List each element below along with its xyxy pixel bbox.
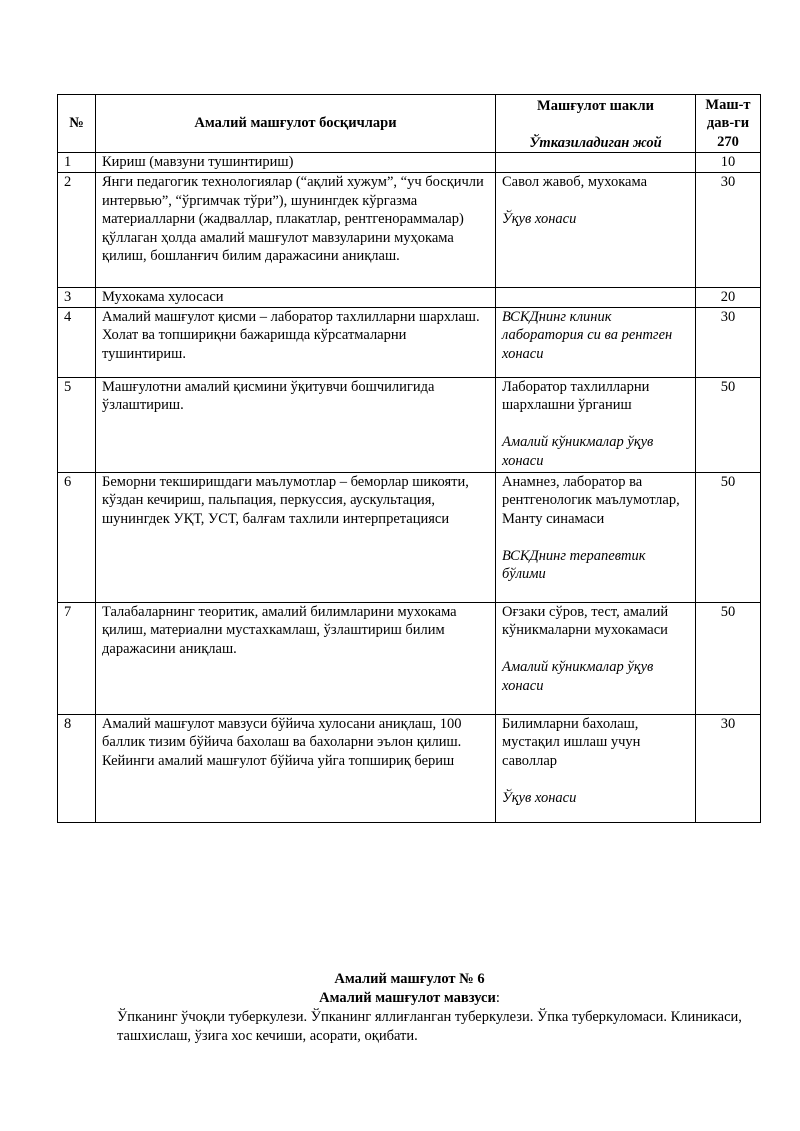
row-form (496, 472, 696, 602)
row-duration: 10 (696, 153, 761, 173)
row-number: 2 (58, 173, 96, 288)
header-duration-total: 270 (717, 133, 739, 150)
header-duration-line2: дав-ги (706, 115, 750, 132)
header-duration-line1: Маш-т (705, 96, 751, 113)
row-duration: 20 (696, 288, 761, 308)
row-form (496, 288, 696, 308)
row-form-text: Билимларни бахолаш, мустақил ишлаш учун саволлар (502, 715, 641, 769)
row-form-text: Лаборатор тахлилларни шархлашни ўрганиш (502, 378, 650, 413)
row-stage: Амалий машғулот қисми – лаборатор тахлилларни шархлаш. Холат ва топшириқни бажаришда кўрсатмаларни тушинтириш. (96, 307, 496, 377)
row-location: Ўқув хонаси (502, 789, 577, 806)
row-stage: Янги педагогик технологиялар (“ақлий хужум”, “уч босқичли интервью”, “ўргимчак тўри”), шунингдек кўргазма материалларни (жадваллар, плакатлар, рентгенораммалар) қўллаган ҳолда амалий машғулот мавзуларини муҳокама қилиш, бошланғич билим даражасини аниқлаш. (96, 173, 496, 288)
row-form (496, 307, 696, 377)
header-duration (696, 95, 761, 153)
row-stage: Машғулотни амалий қисмини ўқитувчи бошчилигида ўзлаштириш. (96, 377, 496, 472)
row-duration: 30 (696, 173, 761, 288)
row-location: ВСКДнинг клиник лаборатория си ва рентген хонаси (502, 308, 673, 362)
table-row (58, 153, 761, 173)
row-duration: 30 (696, 307, 761, 377)
row-stage: Кириш (мавзуни тушинтириш) (96, 153, 496, 173)
table-header-row (58, 95, 761, 153)
row-duration: 50 (696, 377, 761, 472)
row-stage: Амалий машғулот мавзуси бўйича хулосани аниқлаш, 100 баллик тизим бўйича бахолаш ва бахоларни эълон қилиш. Кейинги амалий машғулот бўйича уйга топшириқ бериш (96, 714, 496, 822)
row-number: 7 (58, 602, 96, 714)
row-form (496, 377, 696, 472)
row-form-text: Анамнез, лаборатор ва рентгенологик маълумотлар, Манту синамаси (502, 473, 680, 527)
row-form (496, 153, 696, 173)
table-row (58, 472, 761, 602)
row-number: 8 (58, 714, 96, 822)
table-row (58, 173, 761, 288)
header-form-location (496, 95, 696, 153)
header-number: № (58, 95, 96, 153)
row-location: Амалий кўникмалар ўқув хонаси (502, 659, 654, 694)
row-form (496, 173, 696, 288)
table-row (58, 288, 761, 308)
row-duration: 30 (696, 714, 761, 822)
row-stage: Талабаларнинг теоритик, амалий билимларини мухокама қилиш, материални мустахкамлаш, ўзлаштириш билим даражасини аниқлаш. (96, 602, 496, 714)
row-location: Ўқув хонаси (502, 211, 577, 227)
row-location: Амалий кўникмалар ўқув хонаси (502, 434, 654, 469)
row-number: 4 (58, 307, 96, 377)
lesson-topic-label: Амалий машғулот мавзуси (319, 990, 496, 1006)
row-form (496, 714, 696, 822)
lesson-footer (117, 970, 757, 1046)
row-stage: Мухокама хулосаси (96, 288, 496, 308)
row-number: 6 (58, 472, 96, 602)
table-row (58, 602, 761, 714)
lesson-plan-table (57, 94, 761, 823)
row-duration: 50 (696, 472, 761, 602)
header-stages: Амалий машғулот босқичлари (96, 95, 496, 153)
row-form-text: Оғзаки сўров, тест, амалий кўникмаларни мухокамаси (502, 603, 669, 638)
lesson-number-title: Амалий машғулот № 6 (334, 971, 485, 987)
lesson-topic-heading (62, 989, 757, 1008)
lesson-topic-colon: : (495, 990, 500, 1006)
header-form: Машғулот шакли (537, 98, 654, 114)
row-location: ВСКДнинг терапевтик бўлими (502, 547, 646, 582)
table-row (58, 377, 761, 472)
table-row (58, 307, 761, 377)
lesson-topic-text: Ўпканинг ўчоқли туберкулези. Ўпканинг яллиғланган туберкулези. Ўпка туберкуломаси. Клиникаси, ташхислаш, ўзига хос кечиши, асорати, оқибати. (117, 1009, 742, 1044)
row-form-text: Савол жавоб, мухокама (502, 174, 647, 190)
row-number: 5 (58, 377, 96, 472)
row-duration: 50 (696, 602, 761, 714)
table-row (58, 714, 761, 822)
row-number: 1 (58, 153, 96, 173)
row-number: 3 (58, 288, 96, 308)
header-location: Ўтказиладиган жой (529, 134, 662, 151)
row-stage: Беморни текширишдаги маълумотлар – беморлар шикояти, кўздан кечириш, пальпация, перкуссия, аускультация, шунингдек УҚТ, УСТ, балғам тахлили интерпретацияси (96, 472, 496, 602)
row-form (496, 602, 696, 714)
